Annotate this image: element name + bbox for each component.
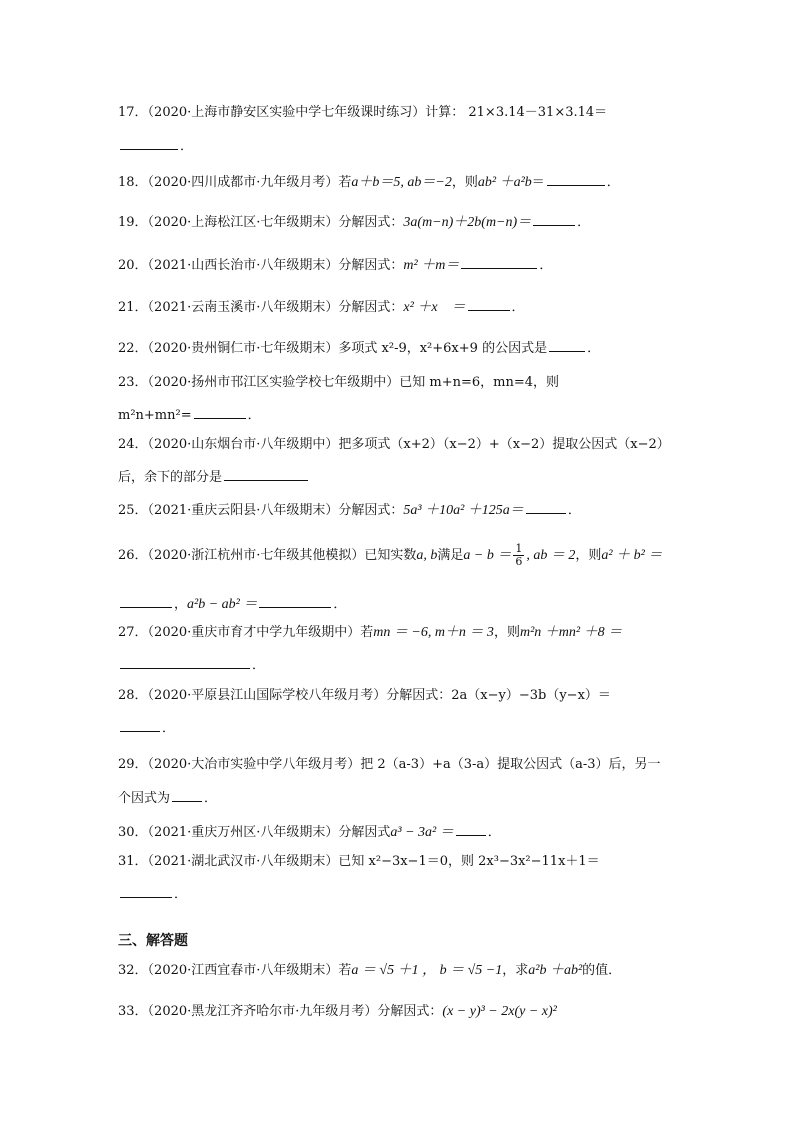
answer-blank-1[interactable] — [120, 594, 172, 608]
question-21: 21．（2021·云南玉溪市·八年级期末）分解因式：x² ＋x ＝ ． — [118, 297, 678, 317]
question-29: 29．（2020·大冶市实验中学八年级月考）把 2（a-3）+a（3-a）提取公因式（a-3）后，另一 — [118, 757, 661, 772]
answer-blank[interactable] — [120, 718, 160, 732]
question-31: 31．（2021·湖北武汉市·八年级期末）已知 x²−3x−1＝0，则 2x³−3x²−11x＋1＝ — [118, 854, 600, 869]
fraction-one-sixth: $\frac{1}{6}$ — [515, 542, 523, 568]
answer-blank[interactable] — [120, 136, 178, 150]
answer-blank[interactable] — [456, 822, 486, 836]
answer-blank[interactable] — [526, 500, 566, 514]
question-18: 18．（2020·四川成都市·九年级月考）若a＋b＝5, ab＝−2，则ab² ＋a²b＝ ． — [118, 172, 678, 192]
question-29-answer: 个因式为 ． — [118, 788, 678, 808]
question-20: 20．（2021·山西长治市·八年级期末）分解因式：m² ＋m＝ ． — [118, 255, 678, 275]
question-23-answer: m²n+mn²= ． — [118, 405, 678, 425]
question-17: 17．（2020·上海市静安区实验中学七年级课时练习）计算： 21×3.14－31×3.14＝ — [118, 105, 608, 120]
question-26: 26．（2020·浙江杭州市·七年级其他模拟）已知实数a, b满足a − b ＝ $\frac{1}{6}$ , ab ＝ 2，则a² ＋ b² ＝ — [118, 542, 663, 568]
question-31-answer: ． — [118, 884, 678, 904]
question-32: 32．（2020·江西宜春市·八年级期末）若a ＝ √5 ＋1 ， b ＝ √5 −1，求a²b ＋ab²的值． — [118, 963, 622, 978]
section-heading: 三、解答题 — [118, 933, 188, 949]
question-19: 19．（2020·上海松江区·七年级期末）分解因式：3a(m−n)＋2b(m−n)＝ ． — [118, 212, 678, 232]
question-30: 30．（2021·重庆万州区·八年级期末）分解因式a³ − 3a² ＝ ． — [118, 822, 678, 842]
answer-blank[interactable] — [224, 467, 308, 481]
question-24: 24．（2020·山东烟台市·八年级期中）把多项式（x+2）（x−2）+（x−2）提取公因式（x−2） — [118, 437, 670, 452]
answer-blank-2[interactable] — [259, 594, 331, 608]
question-26-answer: ，a²b − ab² ＝ ． — [118, 594, 678, 614]
question-22: 22．（2020·贵州铜仁市·七年级期末）多项式 x²-9，x²+6x+9 的公因式是 ． — [118, 338, 678, 358]
question-27-answer: ． — [118, 655, 678, 675]
answer-blank[interactable] — [120, 655, 250, 669]
question-25: 25．（2021·重庆云阳县·八年级期末）分解因式：5a³ ＋10a² ＋125a＝ ． — [118, 500, 678, 520]
answer-blank[interactable] — [461, 255, 537, 269]
question-28: 28．（2020·平原县江山国际学校八年级月考）分解因式：2a（x−y）−3b（y−x）＝ — [118, 688, 611, 703]
question-24-answer: 后，余下的部分是 — [118, 467, 678, 487]
answer-blank[interactable] — [468, 297, 510, 311]
question-17-answer: ． — [118, 136, 678, 156]
question-23: 23．（2020·扬州市邗江区实验学校七年级期中）已知 m+n=6，mn=4，则 — [118, 375, 560, 390]
answer-blank[interactable] — [194, 405, 246, 419]
question-27: 27．（2020·重庆市育才中学九年级期中）若mn ＝ −6, m＋n ＝ 3，则m²n ＋mn² ＋8 ＝ — [118, 625, 623, 640]
answer-blank[interactable] — [533, 212, 575, 226]
answer-blank[interactable] — [547, 172, 605, 186]
answer-blank[interactable] — [549, 338, 585, 352]
answer-blank[interactable] — [120, 884, 172, 898]
question-33: 33．（2020·黑龙江齐齐哈尔市·九年级月考）分解因式：(x − y)³ − 2x(y − x)² — [118, 1004, 557, 1019]
answer-blank[interactable] — [172, 788, 202, 802]
question-28-answer: ． — [118, 718, 678, 738]
